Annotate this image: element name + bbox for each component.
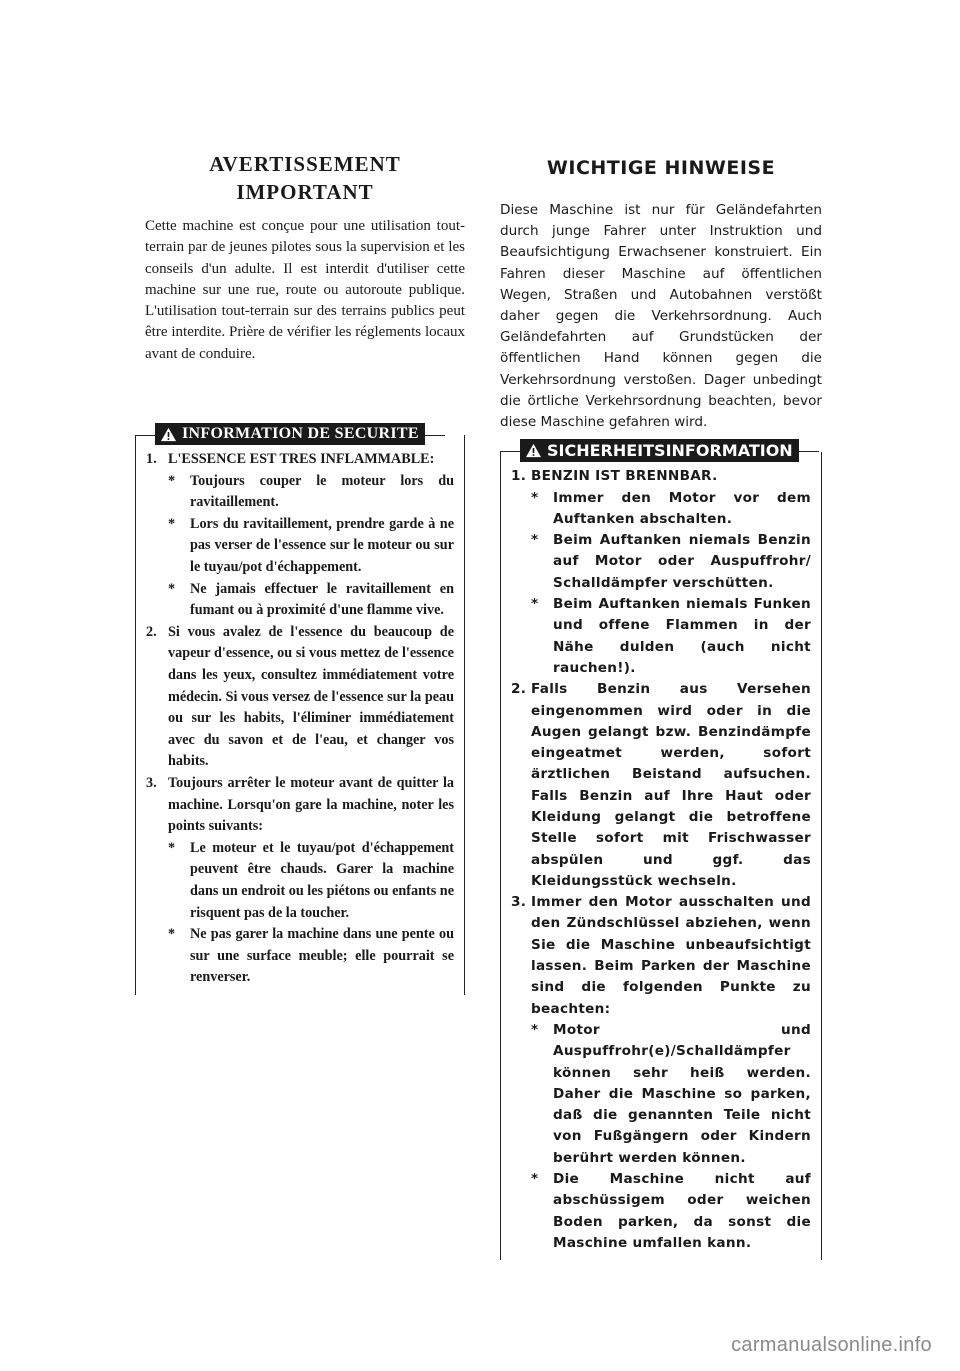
- sub-item: [531, 1020, 811, 1169]
- sub-item-text: Le moteur et le tuyau/pot d'échappement peuvent être chauds. Garer la machine dans un endroit ou les piétons ou enfants ne risquent pas de la toucher.: [190, 839, 454, 921]
- safety-box-fr: [135, 435, 465, 995]
- warning-icon: [525, 443, 542, 458]
- bullet-star: *: [168, 839, 176, 856]
- item-number: 3.: [511, 894, 527, 911]
- sub-item-text: Ne pas garer la machine dans une pente ou sur une surface meuble; elle pourrait se renverser.: [190, 926, 454, 986]
- sub-item: [531, 594, 811, 679]
- header-rule-left: [500, 451, 520, 452]
- sub-item-text: Immer den Motor vor dem Auftanken abschalten.: [553, 489, 811, 527]
- bullet-star: *: [168, 515, 176, 532]
- safety-badge-de: [520, 439, 799, 462]
- list-item: [511, 466, 811, 679]
- title-fr-line2: IMPORTANT: [236, 180, 374, 204]
- sub-item-text: Ne jamais effectuer le ravitaillement en fumant ou à proximité d'une flamme vive.: [190, 580, 454, 619]
- page-title-de: WICHTIGE HINWEISE: [546, 157, 776, 179]
- bullet-star: *: [531, 1171, 539, 1188]
- sub-item: [531, 1169, 811, 1254]
- item-text: Falls Benzin aus Versehen eingenommen wird oder in die Augen gelangt bzw. Benzindämpfe eingeatmet werden, sofort ärztlichen Beistand aufsuchen. Falls Benzin auf Ihre Haut oder Kleidung gelangt die betroffene Stelle sofort mit Frischwasser abspülen und ggf. das Kleidungsstück wechseln.: [531, 681, 811, 889]
- sub-item-text: Toujours couper le moteur lors du ravitaillement.: [190, 472, 454, 511]
- safety-box-de: [500, 452, 822, 1260]
- sub-item: [168, 471, 454, 514]
- list-item: [146, 622, 454, 773]
- sub-item: [531, 530, 811, 594]
- sub-item: [168, 579, 454, 622]
- item-text: BENZIN IST BRENNBAR.: [531, 468, 718, 485]
- item-text: Immer den Motor ausschalten und den Zündschlüssel abziehen, wenn Sie die Maschine unbeaufsichtigt lassen. Beim Parken der Maschine sind die folgenden Punkte zu beachten:: [531, 894, 811, 1017]
- intro-paragraph-de: Diese Maschine ist nur für Geländefahrten durch junge Fahrer unter Instruktion und Beaufsichtigung Erwachsener konstruiert. Ein Fahren dieser Maschine auf öffentlichen Wegen, Straßen und Autobahnen verstößt daher gegen die Verkehrsordnung. Auch Geländefahrten auf Grundstücken der öffentlichen Hand können gegen die Verkehrsordnung verstoßen. Dager unbedingt die örtliche Verkehrsordnung beachten, bevor diese Maschine gefahren wird.: [500, 202, 822, 431]
- item-text: L'ESSENCE EST TRES INFLAMMABLE:: [168, 451, 435, 468]
- bullet-star: *: [168, 472, 176, 489]
- header-rule-right: [799, 451, 819, 452]
- list-item: [511, 892, 811, 1254]
- item-number: 2.: [146, 623, 157, 640]
- intro-paragraph-fr: Cette machine est conçue pour une utilisation tout-terrain par de jeunes pilotes sous la supervision et les conseils d'un adulte. Il est interdit d'utiliser cette machine sur une rue, route ou autoroute publique. L'utilisation tout-terrain sur des terrains publics peut être interdite. Prière de vérifier les réglements locaux avant de conduire.: [145, 218, 465, 362]
- item-text: Toujours arrêter le moteur avant de quitter la machine. Lorsqu'on gare la machine, noter les points suivants:: [168, 774, 454, 835]
- sub-item: [168, 514, 454, 579]
- safety-information-de: [500, 439, 822, 1260]
- header-rule-left: [135, 435, 155, 436]
- list-item: [511, 679, 811, 892]
- sub-item-text: Beim Auftanken niemals Funken und offene Flammen in der Nähe dulden (auch nicht rauchen!).: [553, 596, 811, 676]
- sub-item-text: Lors du ravitaillement, prendre garde à ne pas verser de l'essence sur le moteur ou sur le tuyau/pot d'échappement.: [190, 515, 454, 576]
- watermark: carmanualsonline.info: [731, 1334, 932, 1356]
- page-title-fr: [145, 150, 465, 206]
- safety-label-fr: INFORMATION DE SECURITE: [182, 425, 419, 443]
- warning-icon: [160, 427, 177, 442]
- item-text: Si vous avalez de l'essence du beaucoup de vapeur d'essence, ou si vous mettez de l'essence dans les yeux, consultez immédiatement votre médecin. Si vous versez de l'essence sur la peau ou sur les habits, l'éliminer immédiatement avec du savon et de l'eau, et changer vos habits.: [168, 623, 454, 770]
- sub-item-text: Beim Auftanken niemals Benzin auf Motor oder Auspuffrohr/ Schalldämpfer verschütten.: [553, 532, 811, 591]
- safety-badge-fr: [155, 423, 425, 445]
- german-column: [500, 150, 822, 1260]
- list-item: [146, 773, 454, 989]
- safety-header-fr: [135, 423, 465, 445]
- sub-item-text: Motor und Auspuffrohr(e)/Schalldämpfer können sehr heiß werden. Daher die Maschine so parken, daß die genannten Teile nicht von Fußgängern oder Kindern berührt werden können.: [553, 1021, 811, 1166]
- bullet-star: *: [531, 1021, 539, 1038]
- item-number: 1.: [146, 451, 157, 468]
- title-fr-line1: AVERTISSEMENT: [209, 152, 401, 176]
- bullet-star: *: [531, 596, 539, 613]
- item-number: 1.: [511, 468, 527, 485]
- item-number: 3.: [146, 774, 157, 791]
- sub-item: [168, 924, 454, 989]
- bullet-star: *: [168, 926, 176, 943]
- safety-header-de: [500, 439, 822, 462]
- sub-item: [531, 488, 811, 531]
- header-rule-right: [425, 435, 445, 436]
- bullet-star: *: [531, 489, 539, 506]
- safety-label-de: SICHERHEITSINFORMATION: [547, 441, 793, 461]
- french-column: [135, 150, 465, 995]
- safety-information-fr: [135, 423, 465, 995]
- sub-item-text: Die Maschine nicht auf abschüssigem oder weichen Boden parken, da sonst die Maschine umfallen kann.: [553, 1171, 811, 1251]
- bullet-star: *: [168, 580, 176, 597]
- sub-item: [168, 838, 454, 924]
- item-number: 2.: [511, 681, 527, 698]
- list-item: [146, 449, 454, 622]
- bullet-star: *: [531, 532, 539, 549]
